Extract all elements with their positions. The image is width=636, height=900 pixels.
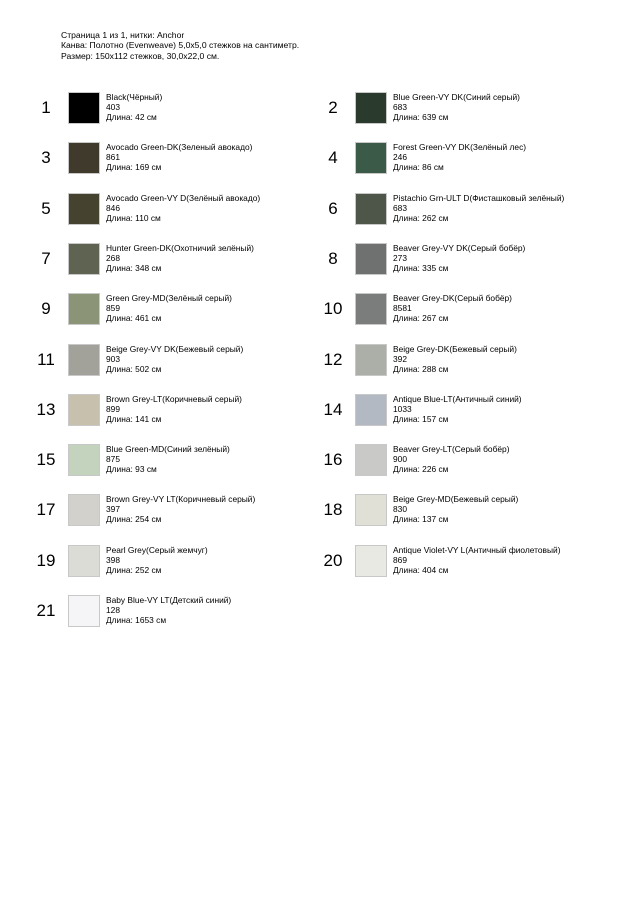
thread-code: 869 [393, 555, 407, 566]
thread-code: 861 [106, 152, 120, 163]
color-swatch [68, 344, 100, 376]
color-swatch [355, 142, 387, 174]
thread-name: Hunter Green-DK(Охотничий зелёный) [106, 243, 254, 253]
thread-number: 21 [36, 601, 56, 620]
thread-name: Black(Чёрный) [106, 92, 163, 102]
thread-number: 6 [328, 199, 338, 218]
thread-code: 392 [393, 354, 407, 365]
thread-code: 830 [393, 504, 407, 515]
thread-number: 18 [323, 500, 343, 519]
thread-length: Длина: 254 см [106, 514, 162, 525]
thread-number: 10 [323, 299, 343, 318]
thread-info [393, 545, 561, 576]
thread-code: 846 [106, 203, 120, 214]
color-swatch [68, 243, 100, 275]
header-page-info: Страница 1 из 1, нитки: Anchor [61, 30, 185, 40]
thread-info [393, 243, 525, 274]
thread-length: Длина: 157 см [393, 414, 449, 425]
thread-number: 5 [41, 199, 51, 218]
thread-number: 13 [36, 400, 56, 419]
thread-name: Beige Grey-VY DK(Бежевый серый) [106, 344, 244, 354]
thread-info [106, 545, 208, 576]
thread-length: Длина: 86 см [393, 162, 444, 173]
thread-length: Длина: 461 см [106, 313, 162, 324]
thread-number: 3 [41, 148, 51, 167]
thread-code: 8581 [393, 303, 412, 314]
color-swatch [68, 142, 100, 174]
thread-number: 2 [328, 98, 338, 117]
thread-info [393, 92, 520, 123]
thread-code: 1033 [393, 404, 412, 415]
thread-name: Pearl Grey(Серый жемчуг) [106, 545, 208, 555]
thread-code: 859 [106, 303, 120, 314]
thread-code: 403 [106, 102, 120, 113]
color-swatch [68, 494, 100, 526]
thread-length: Длина: 169 см [106, 162, 162, 173]
thread-info [393, 142, 526, 173]
header-canvas-info: Канва: Полотно (Evenweave) 5,0x5,0 стежков на сантиметр. [61, 40, 300, 51]
color-swatch [355, 243, 387, 275]
thread-info [106, 344, 243, 375]
thread-number: 9 [41, 299, 51, 318]
thread-length: Длина: 404 см [393, 565, 449, 576]
page-header [61, 30, 299, 61]
thread-code: 273 [393, 253, 407, 264]
thread-name: Blue Green-VY DK(Синий серый) [393, 92, 520, 102]
thread-name: Brown Grey-VY LT(Коричневый серый) [106, 494, 256, 504]
thread-info [106, 92, 162, 123]
color-swatch [68, 92, 100, 124]
thread-code: 683 [393, 203, 407, 214]
thread-number: 12 [323, 350, 343, 369]
thread-code: 398 [106, 555, 120, 566]
thread-code: 246 [393, 152, 407, 163]
header-size-info: Размер: 150x112 стежков, 30,0x22,0 см. [61, 50, 220, 61]
thread-info [393, 444, 509, 475]
thread-code: 875 [106, 454, 120, 465]
thread-info [393, 494, 518, 525]
thread-length: Длина: 348 см [106, 263, 162, 274]
color-swatch [355, 92, 387, 124]
thread-name: Brown Grey-LT(Коричневый серый) [106, 394, 242, 404]
thread-number: 14 [323, 400, 343, 419]
thread-code: 900 [393, 454, 407, 465]
thread-info [106, 444, 230, 475]
color-swatch [68, 394, 100, 426]
color-swatch [355, 444, 387, 476]
thread-name: Antique Blue-LT(Античный синий) [393, 394, 522, 404]
thread-number: 19 [36, 551, 56, 570]
thread-length: Длина: 93 см [106, 464, 157, 475]
thread-name: Beaver Grey-DK(Серый бобёр) [393, 293, 512, 303]
thread-name: Avocado Green-DK(Зеленый авокадо) [106, 142, 253, 152]
thread-length: Длина: 288 см [393, 364, 449, 375]
thread-info [106, 394, 242, 425]
thread-name: Beaver Grey-VY DK(Серый бобёр) [393, 243, 526, 253]
thread-info [393, 394, 522, 425]
thread-length: Длина: 226 см [393, 464, 449, 475]
thread-number: 1 [41, 98, 51, 117]
thread-number: 16 [323, 450, 343, 469]
thread-name: Beige Grey-DK(Бежевый серый) [393, 344, 517, 354]
color-swatch [355, 494, 387, 526]
thread-name: Green Grey-MD(Зелёный серый) [106, 293, 232, 303]
thread-length: Длина: 42 см [106, 112, 157, 123]
thread-info [106, 243, 254, 274]
thread-number: 17 [36, 500, 56, 519]
thread-length: Длина: 267 см [393, 313, 449, 324]
thread-name: Blue Green-MD(Синий зелёный) [106, 444, 230, 454]
thread-name: Avocado Green-VY D(Зелёный авокадо) [106, 193, 261, 203]
color-swatch [355, 193, 387, 225]
color-swatch [68, 595, 100, 627]
thread-name: Forest Green-VY DK(Зелёный лес) [393, 142, 527, 152]
color-swatch [355, 344, 387, 376]
thread-length: Длина: 137 см [393, 514, 449, 525]
thread-info [393, 293, 512, 324]
thread-number: 11 [37, 350, 55, 369]
thread-length: Длина: 335 см [393, 263, 449, 274]
thread-number: 7 [41, 249, 51, 268]
thread-info [393, 344, 517, 375]
thread-length: Длина: 1653 см [106, 615, 167, 626]
thread-number: 8 [328, 249, 338, 268]
thread-name: Baby Blue-VY LT(Детский синий) [106, 595, 232, 605]
thread-number: 4 [328, 148, 338, 167]
thread-length: Длина: 639 см [393, 112, 449, 123]
thread-name: Beige Grey-MD(Бежевый серый) [393, 494, 519, 504]
thread-length: Длина: 502 см [106, 364, 162, 375]
thread-length: Длина: 110 см [106, 213, 161, 224]
color-swatch [68, 444, 100, 476]
color-swatch [355, 293, 387, 325]
thread-name: Beaver Grey-LT(Серый бобёр) [393, 444, 510, 454]
color-swatch [68, 293, 100, 325]
thread-code: 899 [106, 404, 120, 415]
thread-name: Pistachio Grn-ULT D(Фисташковый зелёный) [393, 193, 565, 203]
thread-number: 20 [323, 551, 343, 570]
thread-info [106, 142, 252, 173]
thread-info [106, 494, 255, 525]
thread-info [106, 193, 260, 224]
thread-number: 15 [36, 450, 56, 469]
color-swatch [68, 545, 100, 577]
thread-length: Длина: 252 см [106, 565, 162, 576]
thread-code: 397 [106, 504, 120, 515]
thread-code: 268 [106, 253, 120, 264]
thread-length: Длина: 141 см [106, 414, 162, 425]
color-swatch [355, 394, 387, 426]
thread-name: Antique Violet-VY L(Античный фиолетовый) [393, 545, 561, 555]
thread-code: 683 [393, 102, 407, 113]
thread-length: Длина: 262 см [393, 213, 449, 224]
thread-info [106, 595, 231, 626]
thread-code: 903 [106, 354, 120, 365]
thread-code: 128 [106, 605, 120, 616]
thread-info [393, 193, 564, 224]
color-swatch [68, 193, 100, 225]
thread-info [106, 293, 232, 324]
color-swatch [355, 545, 387, 577]
